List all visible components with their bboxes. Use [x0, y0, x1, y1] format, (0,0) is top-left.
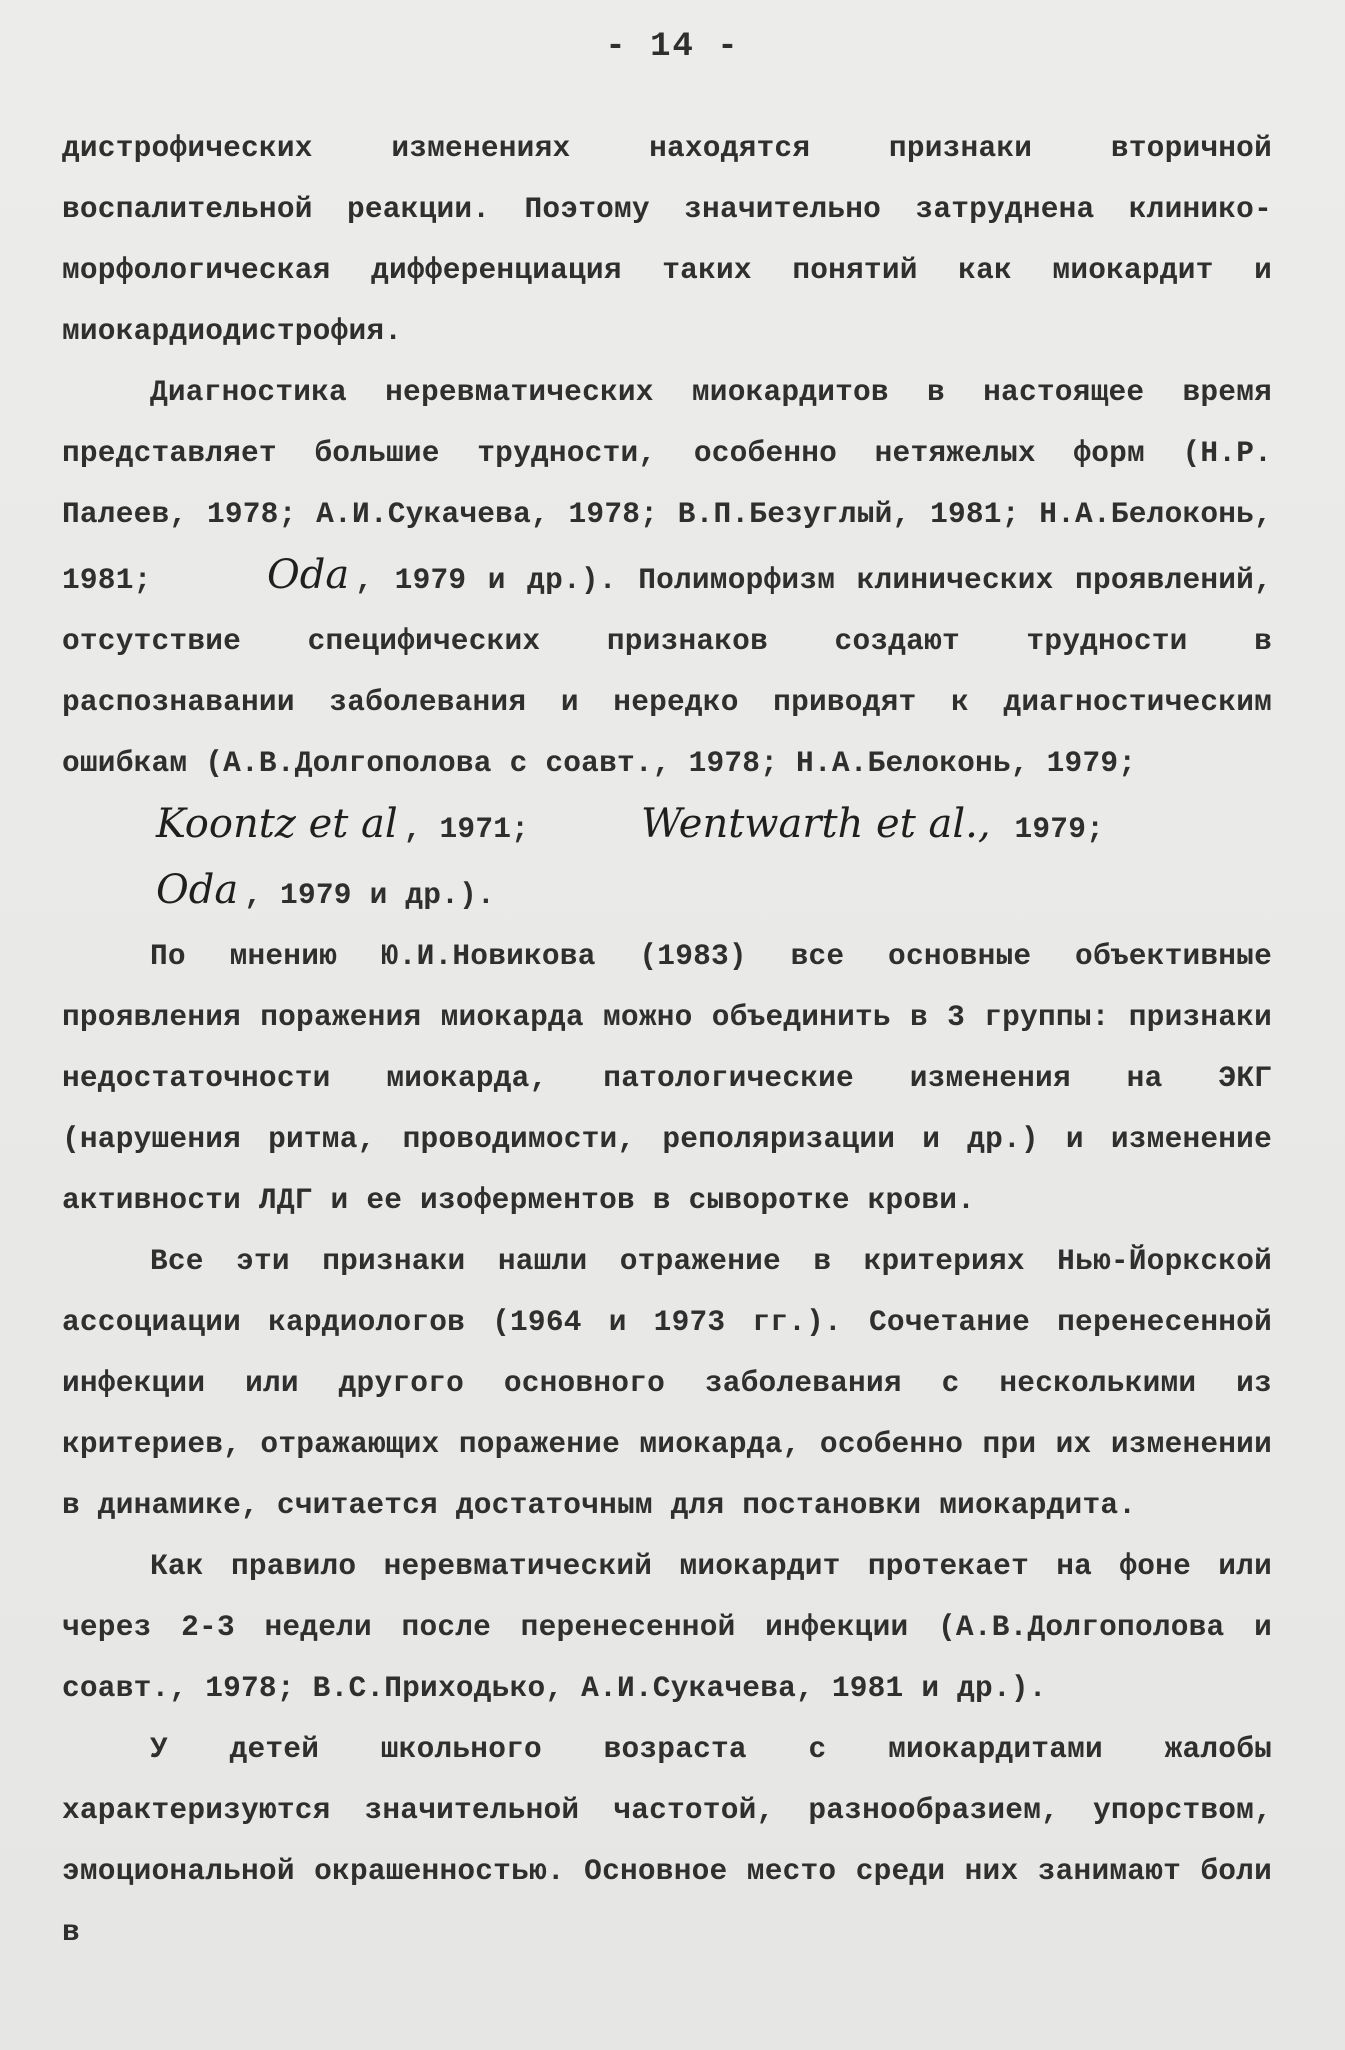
paragraph-text: У детей школьного возраста с миокардитами жалобы характеризуются значительной частотой, разнообразием, упорством, эмоциональной окрашенностью. Основное место среди них занимают боли в: [62, 1732, 1272, 1949]
handwritten-citation: Wentwarth et al.,: [640, 801, 991, 847]
paragraph: [62, 1719, 1272, 1963]
paragraph-text: Все эти признаки нашли отражение в критериях Нью-Йоркской ассоциации кардиологов (1964 и 1973 гг.). Сочетание перенесенной инфекции или другого основного заболевания с несколькими из критериев, отражающих поражение миокарда, особенно при их изменении в динамике, считается достаточным для постановки миокардита.: [62, 1244, 1272, 1522]
handwritten-citation: Oda: [156, 867, 239, 913]
page-number: - 14 -: [605, 28, 740, 66]
paragraph: [62, 1231, 1272, 1536]
paragraph-text: дистрофических изменениях находятся признаки вторичной воспалительной реакции. Поэтому значительно затруднена клинико-морфологическая дифференциация таких понятий как миокардит и миокардиодистрофия.: [62, 131, 1272, 348]
paragraph: [62, 926, 1272, 1231]
body-text: [62, 118, 1272, 1963]
paragraph-text: Как правило неревматический миокардит протекает на фоне или через 2-3 недели после перенесенной инфекции (А.В.Долгополова и соавт., 1978; В.С.Приходько, А.И.Сукачева, 1981 и др.).: [62, 1549, 1272, 1705]
paragraph: [62, 1536, 1272, 1719]
paragraph: [62, 118, 1272, 362]
handwritten-citation: Oda: [267, 552, 350, 598]
paragraph-text: По мнению Ю.И.Новикова (1983) все основные объективные проявления поражения миокарда можно объединить в 3 группы: признаки недостаточности миокарда, патологические изменения на ЭКГ (нарушения ритма, проводимости, реполяризации и др.) и изменение активности ЛДГ и ее изоферментов в сыворотке крови.: [62, 939, 1272, 1217]
paragraph: [62, 362, 1272, 926]
handwritten-citation: Koontz et al: [156, 801, 398, 847]
paragraph-text: , 1971;: [403, 812, 530, 846]
paragraph-text: Диагностика неревматических миокардитов в настоящее время представляет большие трудности, особенно нетяжелых форм (Н.Р. Палеев, 1978; А.И.Сукачева, 1978; В.П.Безуглый, 1981; Н.А.Белоконь, 1981;: [62, 375, 1272, 597]
paragraph-text: , 1979 и др.). Полиморфизм клинических проявлений, отсутствие специфических признаков создают трудности в распознавании заболевания и нередко приводят к диагностическим ошибкам (А.В.Долгополова с соавт., 1978; Н.А.Белоконь, 1979;: [62, 563, 1272, 780]
paragraph-text: 1979;: [1014, 812, 1105, 846]
paragraph-text: , 1979 и др.).: [244, 878, 495, 912]
